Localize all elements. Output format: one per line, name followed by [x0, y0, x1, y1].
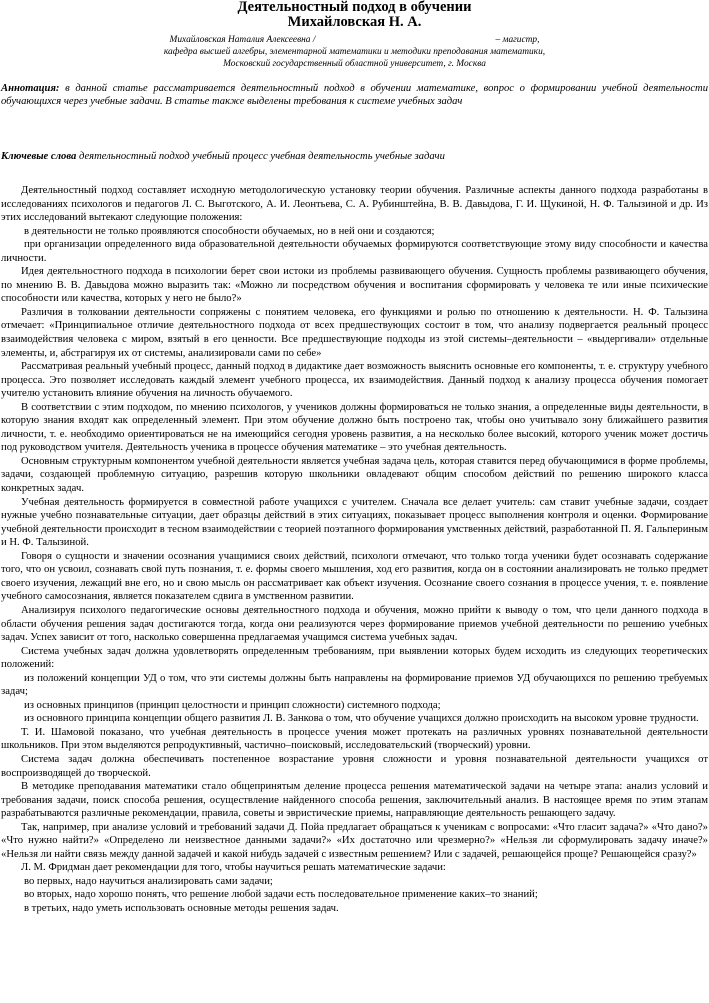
paragraph: Система учебных задач должна удовлетворять определенным требованиям, при выявлении которых будем исходить из следующих теоретических положений:: [1, 645, 708, 671]
list-item: при организации определенного вида образовательной деятельности обучаемых формируются соответствующие этому виду способности и качества личности.: [1, 239, 708, 264]
paragraph: Л. М. Фридман дает рекомендации для того, чтобы научиться решать математические задачи:: [21, 862, 446, 874]
list-item: из положений концепции УД о том, что эти системы должны быть направлены на формирование приемов УД обучающихся по решению требуемых задач;: [1, 672, 708, 698]
list-item: во вторых, надо хорошо понять, что решение любой задачи есть последовательное применение каких–то знаний;: [24, 889, 538, 901]
list-item: во первых, надо научиться анализировать сами задачи;: [24, 875, 273, 887]
keywords-label: Ключевые слова: [1, 151, 77, 162]
author-department: кафедра высшей алгебры, элементарной математики и методики преподавания математики,: [163, 47, 546, 57]
paragraph: Рассматривая реальный учебный процесс, данный подход в дидактике дает возможность выяснить основные его компоненты, т. е. структуру учебного процесса. Это позволяет исследовать каждый элемент учебного процесса, их взаимодействия. Данный подход к анализу процесса обучения помогает учителю установить влияние обучения на личность обучаемого.: [1, 361, 708, 400]
author-line-1: [0, 34, 709, 46]
paragraph: Т. И. Шамовой показано, что учебная деятельность в процессе учения может протекать на различных уровнях познавательной деятельности школьников. При этом выделяются репродуктивный, частично–поисковый, исследовательский (творческий) уровни.: [1, 726, 708, 752]
author-degree: – магистр,: [495, 35, 540, 45]
paragraph: Система задач должна обеспечивать постепенное возрастание уровня сложности и уровня познавательной деятельности учащихся от воспроизводящей до творческой.: [1, 753, 708, 779]
abstract: [0, 82, 709, 108]
article-body: [0, 184, 709, 916]
abstract-text: в данной статье рассматривается деятельностный подход в обучении математике, вопрос о формировании учебной деятельности обучающихся через учебные задачи. В статье также выделены требования к системе учебных задач: [1, 83, 708, 107]
paragraph: Говоря о сущности и значении осознания учащимися своих действий, психологи отмечают, что только тогда ученики будет осознавать содержание того, что он усвоил, сознавать свой путь познания, т. е. формы своего мышления, ход его развития, когда он в состоянии анализировать не только предмет своего изучения, лежащий вне его, но и свою мысль он рассматривает как объект изучения. Осознание своего сознания в процессе учения, т. е. появление учебного самосознания, является показателем сдвига в умственном развитии.: [1, 550, 708, 603]
paragraph: Учебная деятельность формируется в совместной работе учащихся с учителем. Сначала все делает учитель: сам ставит учебные задачи, создает нужные учебно познавательные ситуации, дает образцы действий в этих ситуациях, показывает процесс выполнения контроля и оценки. Формирование учебной деятельности происходит в тесном взаимодействии с теорией поэтапного формирования умственных действий, разработанной П. Я. Гальпериным и Н. Ф. Талызиной.: [1, 496, 708, 549]
keywords-text: деятельностный подход учебный процесс учебная деятельность учебные задачи: [76, 151, 445, 162]
paragraph: Идея деятельностного подхода в психологии берет свои истоки из проблемы развивающего обучения. Сущность проблемы развивающего обучения, по мнению В. В. Давыдова можно выразить так: «Можно ли посредством обучения и воспитания сформировать у человека те или иные психические способности или качества, которых у него не было?»: [1, 266, 708, 305]
author-university: Московский государственный областной университет, г. Москва: [223, 59, 486, 69]
article-author-heading: Михайловская Н. А.: [287, 14, 422, 30]
list-item: из основного принципа концепции общего развития Л. В. Занкова о том, что обучение учащихся должно происходить на высоком уровне трудности.: [24, 713, 699, 725]
paragraph: Так, например, при анализе условий и требований задачи Д. Пойа предлагает обращаться к ученикам с вопросами: «Что гласит задача?» «Что дано?» «Что нужно найти?» «Определено ли неизвестное данными задачи?» «Их достаточно или чрезмерно?» «Нельзя ли сформулировать задачу иначе?» «Нельзя ли найти связь между данной задачей и какой нибудь задачей с известным решением? Или с задачей, решающейся проще? Решающейся сразу?»: [1, 821, 708, 860]
paragraph: Различия в толковании деятельности сопряжены с понятием человека, его функциями и ролью по отношению к деятельности. Н. Ф. Талызина отмечает: «Принципиальное отличие деятельностного подхода от всех предшествующих состоит в том, что анализу подвергается реальный процесс взаимодействия человека с миром, взятый в его ценности. Все предшествующие подходы из этой системы–деятельности – «выдергивали» отдельные элементы, и, абстрагируя их от системы, анализировали сами по себе»: [1, 306, 708, 359]
paragraph: Деятельностный подход составляет исходную методологическую установку теории обучения. Различные аспекты данного подхода разработаны в исследованиях психологов и педагогов Л. С. Выготского, А. И. Леонтьева, С. А. Рубинштейна, В. В. Давыдова, Г. И. Щукиной, Н. Ф. Талызиной и др. Из этих исследований вытекают следующие положения:: [1, 185, 708, 224]
paragraph: В методике преподавания математики стало общепринятым деление процесса решения математической задачи на четыре этапа: анализ условий и требования задачи, поиск способа решения, осуществление найденного способа решения, заключительный анализ. В настоящее время по этим этапам разрабатываются различные рекомендации, правила, советы и эвристические приемы, направляющие деятельность решающего задачу.: [1, 781, 708, 820]
article-title: Деятельностный подход в обучении: [237, 0, 472, 15]
abstract-label: Аннотация:: [1, 83, 60, 94]
paragraph: Анализируя психолого педагогические основы деятельностного подхода и обучения, можно прийти к выводу о том, что цели данного подхода в области обучения решения задач достигаются тогда, когда они реализуются через формирование приемов учебной деятельности по решению учебных задач. Успех зависит от того, насколько совершенна предлагаемая учащимся система учебных задач.: [1, 604, 708, 644]
keywords: [0, 150, 709, 163]
paragraph: В соответствии с этим подходом, по мнению психологов, у учеников должны формироваться не только знания, а определенные виды деятельности, в которую знания входят как определенный элемент. При этом обучение должно быть построено так, чтобы оно учитывало зону ближайшего развития личности, т. е. необходимо ориентироваться не на имеющийся сегодня уровень развития, а на несколько более высокий, которого ученик может достичь под руководством учителя. Деятельность ученика в процессе обучения математике – это учебная деятельность.: [1, 401, 708, 454]
paragraph: Основным структурным компонентом учебной деятельности является учебная задача цель, которая ставится перед обучающимися в форме проблемы, задачи, создающей проблемную ситуацию, разрешив которую школьники овладевают общим способом действий по решению широкого класса конкретных задач.: [1, 455, 708, 495]
list-item: в третьих, надо уметь использовать основные методы решения задач.: [24, 902, 339, 914]
author-name: Михайловская Наталия Алексеевна /: [169, 35, 316, 45]
author-affiliation: [0, 34, 709, 70]
list-item: в деятельности не только проявляются способности обучаемых, но в ней они и создаются;: [24, 225, 435, 237]
list-item: из основных принципов (принцип целостности и принцип сложности) системного подхода;: [24, 699, 441, 711]
